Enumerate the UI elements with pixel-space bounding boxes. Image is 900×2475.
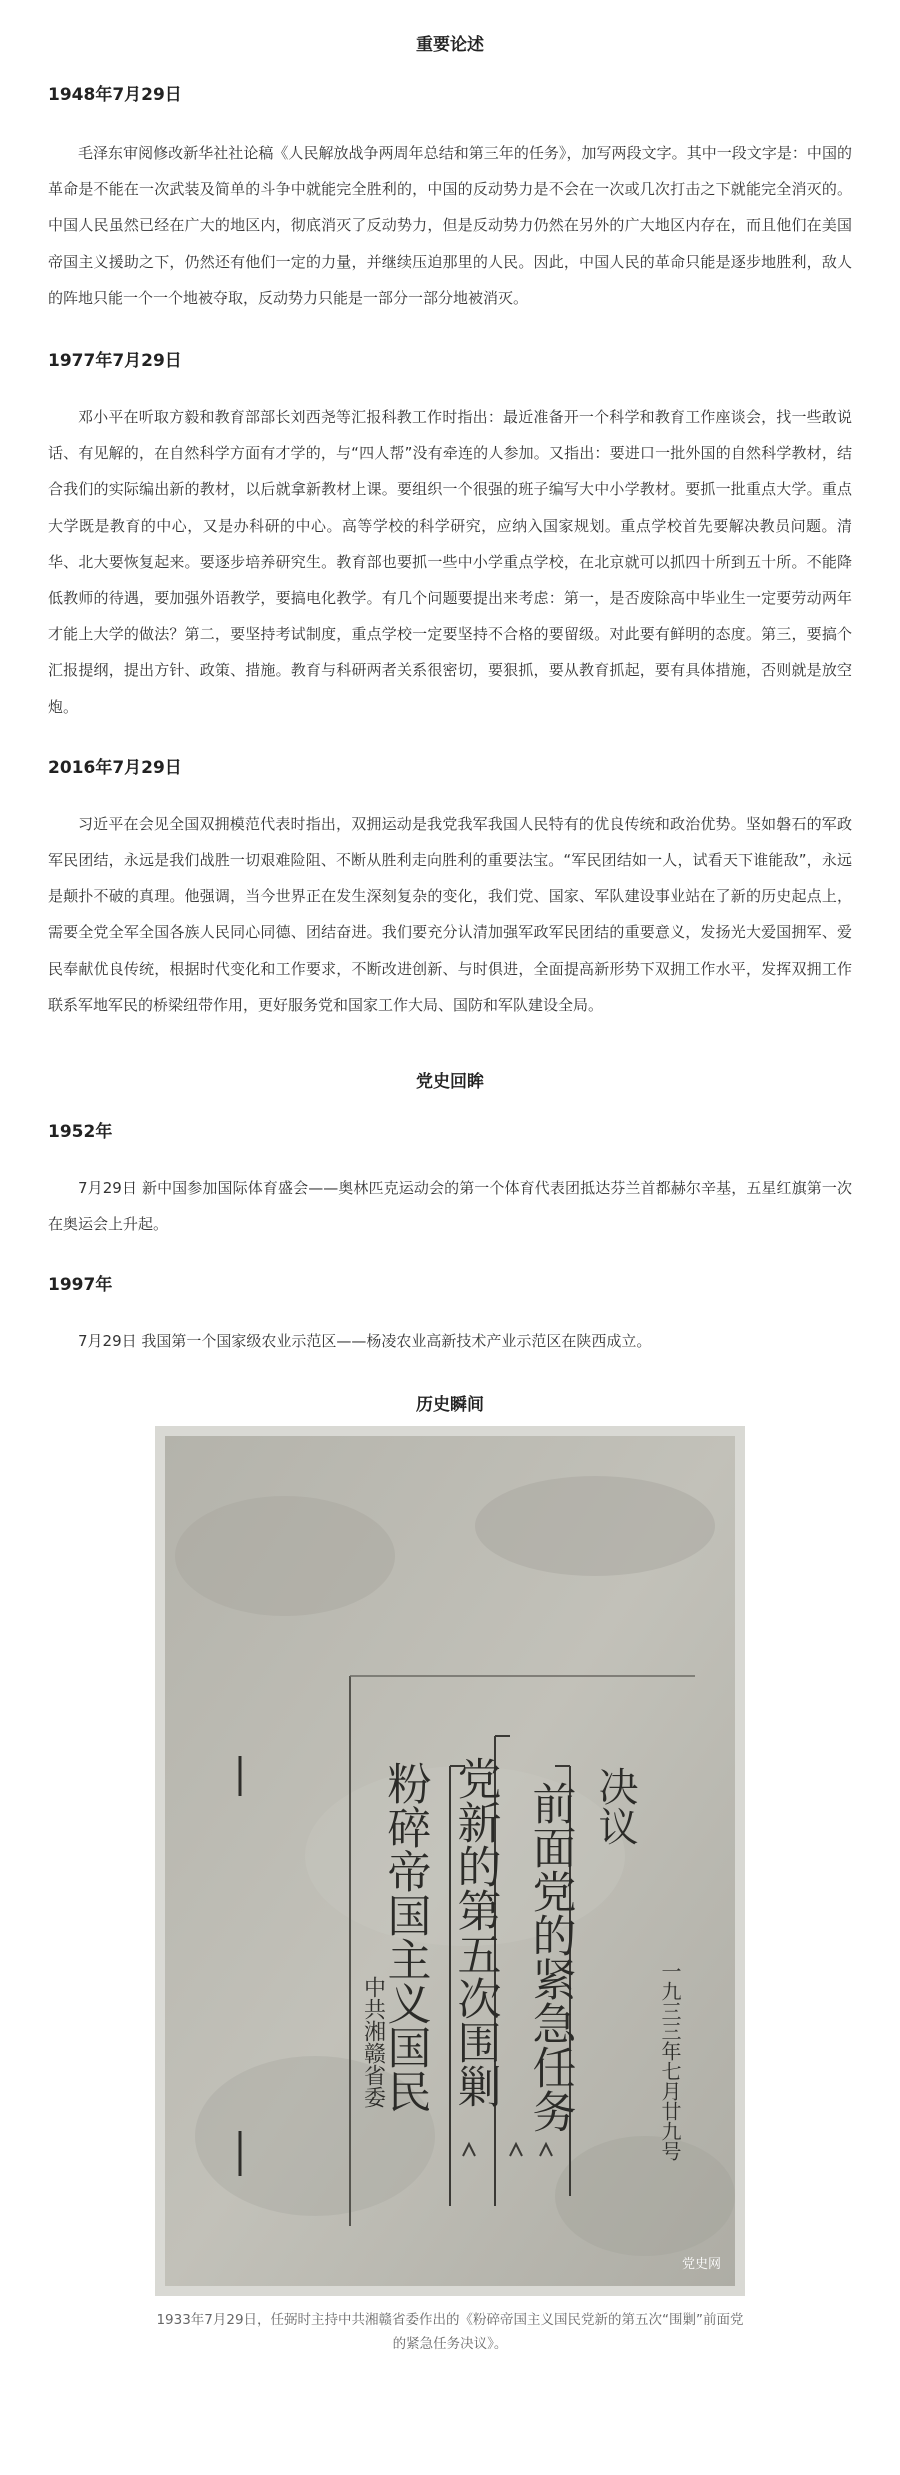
- paragraph-2016: 习近平在会见全国双拥模范代表时指出，双拥运动是我党我军我国人民特有的优良传统和政治优势。坚如磐石的军政军民团结，永远是我们战胜一切艰难险阻、不断从胜利走向胜利的重要法宝。“军民团结如一人，试看天下谁能敌”，永远是颠扑不破的真理。他强调，当今世界正在发生深刻复杂的变化，我们党、国家、军队建设事业站在了新的历史起点上，需要全党全军全国各族人民同心同德、团结奋进。我们要充分认清加强军政军民团结的重要意义，发扬光大爱国拥军、爱民奉献优良传统，根据时代变化和工作要求，不断改进创新、与时俱进，全面提高新形势下双拥工作水平，发挥双拥工作联系军地军民的桥梁纽带作用，更好服务党和国家工作大局、国防和军队建设全局。: [48, 814, 852, 1014]
- historical-photo-frame: [155, 1426, 745, 2296]
- document-scan-illustration: [165, 1436, 735, 2286]
- section-title-historical-moment: 历史瞬间: [416, 1394, 484, 1415]
- date-heading-1977: 1977年7月29日: [48, 351, 182, 372]
- photo-caption: 1933年7月29日，任弼时主持中共湘赣省委作出的《粉碎帝国主义国民党新的第五次“围剿”前面党的紧急任务决议》。: [156, 2311, 744, 2352]
- document-line-resolution: 决议: [592, 1765, 638, 1846]
- document-line-crush-imperialism: 粉碎帝国主义国民: [379, 1760, 431, 2113]
- section-title-important-remarks: 重要论述: [416, 35, 484, 55]
- section-title-party-history-review: 党史回眸: [416, 1072, 484, 1093]
- document-line-fifth-encirclement: 党新的第五次围剿: [449, 1755, 501, 2108]
- date-heading-1952: 1952年: [48, 1122, 113, 1143]
- document-line-date: 一九三三年七月廿九号: [658, 1960, 682, 2161]
- paragraph-1952: 7月29日 新中国参加国际体育盛会——奥林匹克运动会的第一个体育代表团抵达芬兰首都赫尔辛基，五星红旗第一次在奥运会上升起。: [48, 1179, 852, 1234]
- paragraph-1977: 邓小平在听取方毅和教育部部长刘西尧等汇报科教工作时指出：最近准备开一个科学和教育工作座谈会，找一些敢说话、有见解的，在自然科学方面有才学的，与“四人帮”没有牵连的人参加。又指出：要进口一批外国的自然科学教材，结合我们的实际编出新的教材，以后就拿新教材上课。要组织一个很强的班子编写大中小学教材。要抓一批重点大学。重点大学既是教育的中心，又是办科研的中心。高等学校的科学研究，应纳入国家规划。重点学校首先要解决教员问题。清华、北大要恢复起来。要逐步培养研究生。教育部也要抓一些中小学重点学校，在北京就可以抓四十所到五十所。不能降低教师的待遇，要加强外语教学，要搞电化教学。有几个问题要提出来考虑：第一，是否废除高中毕业生一定要劳动两年才能上大学的做法？第二，要坚持考试制度，重点学校一定要坚持不合格的要留级。对此要有鲜明的态度。第三，要搞个汇报提纲，提出方针、政策、措施。教育与科研两者关系很密切，要狠抓，要从教育抓起，要有具体措施，否则就是放空炮。: [48, 408, 852, 716]
- historical-document-photo: [165, 1436, 735, 2286]
- document-line-urgent-task: 前面党的紧急任务: [524, 1780, 576, 2133]
- date-heading-2016: 2016年7月29日: [48, 757, 182, 778]
- date-heading-1948: 1948年7月29日: [48, 85, 182, 105]
- date-heading-1997: 1997年: [48, 1275, 113, 1296]
- paragraph-1997: 7月29日 我国第一个国家级农业示范区——杨凌农业高新技术产业示范区在陕西成立。: [78, 1332, 652, 1351]
- photo-watermark: 党史网: [681, 2256, 721, 2272]
- document-line-provincial-committee: 中共湘赣省委: [360, 1975, 386, 2108]
- paragraph-1948: 毛泽东审阅修改新华社社论稿《人民解放战争两周年总结和第三年的任务》，加写两段文字。其中一段文字是：中国的革命是不能在一次武装及简单的斗争中就能完全胜利的，中国的反动势力是不会在一次或几次打击之下就能完全消灭的。中国人民虽然已经在广大的地区内，彻底消灭了反动势力，但是反动势力仍然在另外的广大地区内存在，而且他们在美国帝国主义援助之下，仍然还有他们一定的力量，并继续压迫那里的人民。因此，中国人民的革命只能是逐步地胜利，敌人的阵地只能一个一个地被夺取，反动势力只能是一部分一部分地被消灭。: [48, 144, 852, 307]
